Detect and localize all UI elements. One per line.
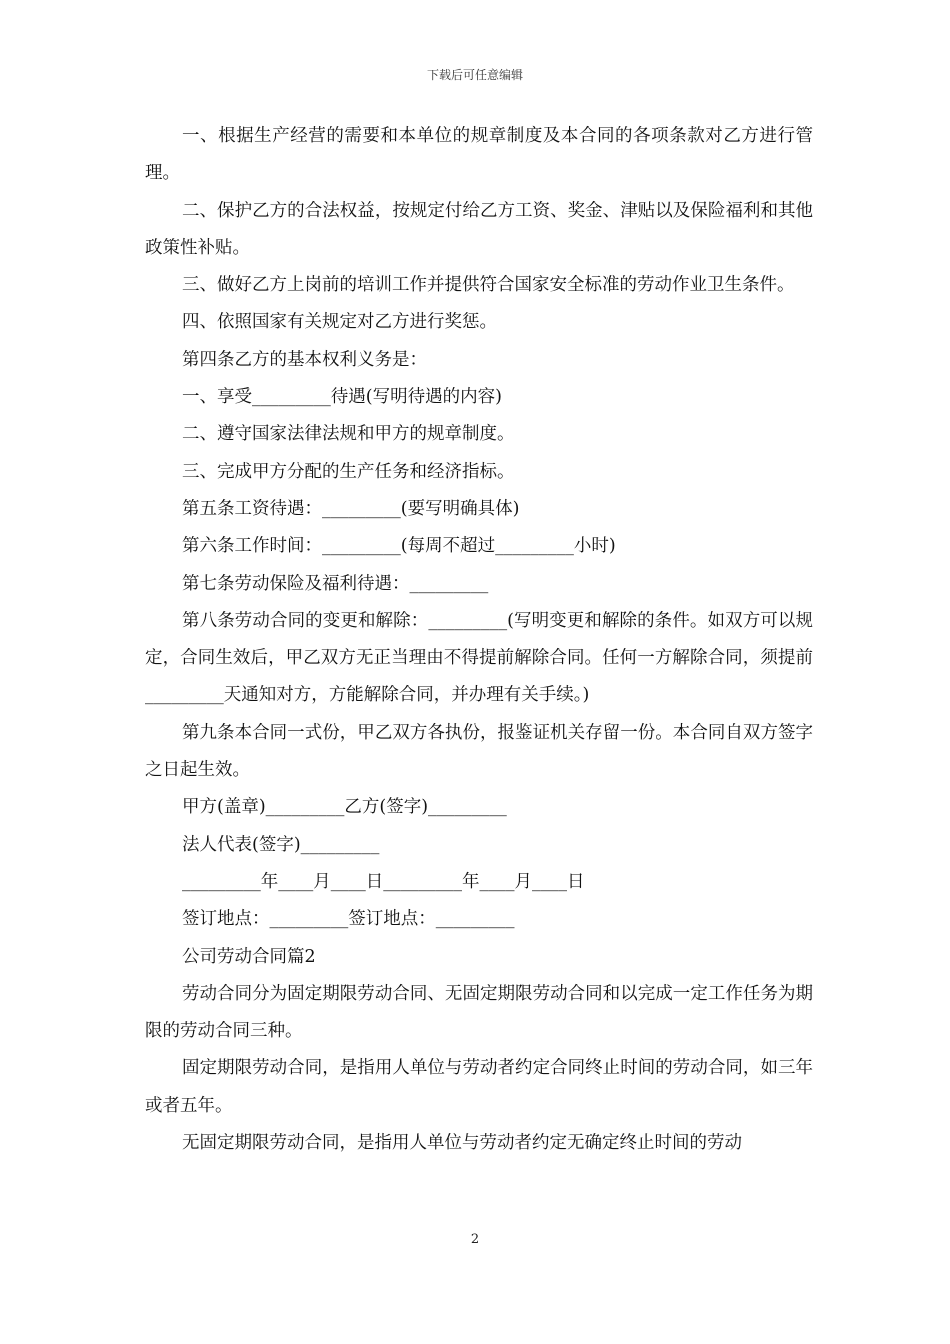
paragraph: 一、享受_________待遇(写明待遇的内容) xyxy=(182,387,502,408)
paragraph: 第九条本合同一式份，甲乙双方各执份，报鉴证机关存留一份。本合同自双方签字之日起生效。 xyxy=(145,722,813,781)
page-header: 下载后可任意编辑 xyxy=(426,68,523,82)
paragraph: 三、完成甲方分配的生产任务和经济指标。 xyxy=(182,461,515,482)
paragraph: 无固定期限劳动合同，是指用人单位与劳动者约定无确定终止时间的劳动 xyxy=(182,1133,742,1154)
paragraph: 一、根据生产经营的需要和本单位的规章制度及本合同的各项条款对乙方进行管理。 xyxy=(145,126,813,184)
paragraph: 四、依照国家有关规定对乙方进行奖惩。 xyxy=(182,312,497,333)
location-line: 签订地点：_________签订地点：_________ xyxy=(182,909,515,930)
section-heading: 第四条乙方的基本权利义务是： xyxy=(182,349,427,370)
section-title: 公司劳动合同篇2 xyxy=(182,946,316,967)
page-number: 2 xyxy=(470,1232,480,1247)
paragraph: 二、遵守国家法律法规和甲方的规章制度。 xyxy=(182,424,515,445)
paragraph: 劳动合同分为固定期限劳动合同、无固定期限劳动合同和以完成一定工作任务为期限的劳动合同三种。 xyxy=(145,983,813,1042)
paragraph: 第六条工作时间：_________(每周不超过_________小时) xyxy=(182,536,616,557)
paragraph: 第五条工资待遇：_________(要写明确具体) xyxy=(182,498,520,519)
paragraph: 固定期限劳动合同，是指用人单位与劳动者约定合同终止时间的劳动合同，如三年或者五年。 xyxy=(145,1058,813,1116)
paragraph: 二、保护乙方的合法权益，按规定付给乙方工资、奖金、津贴以及保险福利和其他政策性补贴。 xyxy=(145,200,813,258)
paragraph: 第八条劳动合同的变更和解除：_________(写明变更和解除的条件。如双方可以规定，合同生效后，甲乙双方无正当理由不得提前解除合同。任何一方解除合同，须提前_________天通知对方，方能解除合同，并办理有关手续。) xyxy=(145,610,813,706)
signature-line: 甲方(盖章)_________乙方(签字)_________ xyxy=(182,797,507,818)
signature-line: 法人代表(签字)_________ xyxy=(182,834,380,855)
document-body xyxy=(145,118,813,1162)
paragraph: 第七条劳动保险及福利待遇：_________ xyxy=(182,573,489,594)
paragraph: 三、做好乙方上岗前的培训工作并提供符合国家安全标准的劳动作业卫生条件。 xyxy=(182,275,795,296)
date-line: _________年____月____日_________年____月____日 xyxy=(182,871,585,892)
